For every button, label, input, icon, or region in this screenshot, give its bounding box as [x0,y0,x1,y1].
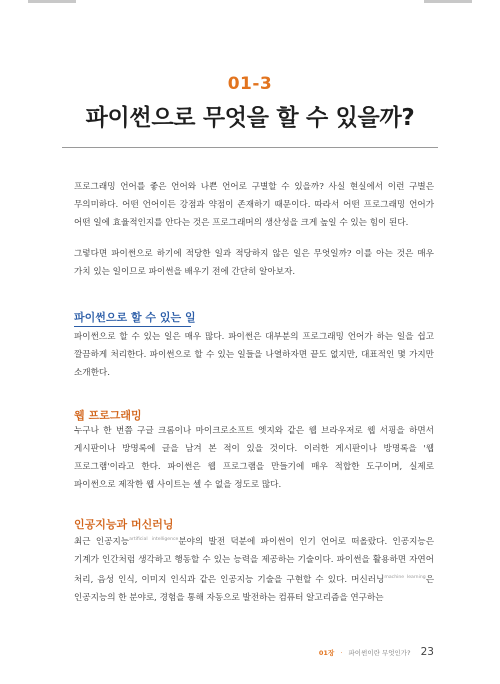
top-corner-rule-right [424,0,472,3]
gloss-artificial-intelligence: artificial intelligence [129,537,179,542]
footer-separator: · [340,649,343,657]
chapter-number: 01-3 [227,74,273,94]
page-number: 23 [420,646,434,658]
chapter-title: 파이썬으로 무엇을 할 수 있을까? [85,105,415,131]
ai-text-part-1: 최근 인공지능 [74,537,130,547]
section-heading-python-uses: 파이썬으로 할 수 있는 일 [74,311,196,324]
page-footer [319,640,434,659]
section-heading-underline [74,326,191,327]
footer-chapter-label: 01장 [318,649,335,657]
footer-chapter-title: 파이썬이란 무엇인가? [348,649,411,657]
subsection-paragraph-ai-ml [74,531,434,607]
gloss-machine-learning: machine learning [384,575,426,580]
subsection-heading-web-programming: 웹 프로그래밍 [74,409,142,422]
title-divider [62,147,438,148]
ai-text-part-2: 분야의 발전 덕분에 파이썬이 인기 언어로 떠올랐다. 인공지능은 기계가 인간처럼 생각하고 행동할 수 있는 능력을 제공하는 기술이다. 파이썬을 활용하면 자연어 처리, 음성 인식, 이미지 인식과 같은 인공지능 기술을 구현할 수 있다. 머신러닝 [74,537,434,585]
subsection-paragraph-web-programming: 누구나 한 번쯤 구글 크롬이나 마이크로소프트 엣지와 같은 웹 브라우저로 웹 서핑을 하면서 게시판이나 방명록에 글을 남겨 본 적이 있을 것이다. 이러한 게시판이나 방명록을 '웹 프로그램'이라고 한다. 파이썬은 웹 프로그램을 만들기에 매우 적합한 도구이며, 실제로 파이썬으로 제작한 웹 사이트는 셀 수 없을 정도로 많다. [74,426,434,490]
subsection-heading-ai-ml: 인공지능과 머신러닝 [74,518,174,531]
ai-text-part-3: 은 인공지능의 한 분야로, 경험을 통해 자동으로 발전하는 컴퓨터 알고리즘을 연구하는 [74,575,434,603]
top-corner-rule-left [28,0,76,3]
section-paragraph-python-uses: 파이썬으로 할 수 있는 일은 매우 많다. 파이썬은 대부분의 프로그래밍 언어가 하는 일을 쉽고 깔끔하게 처리한다. 파이썬으로 할 수 있는 일들을 나열하자면 끝도 없지만, 대표적인 몇 가지만 소개한다. [74,332,434,378]
intro-paragraph-2: 그렇다면 파이썬으로 하기에 적당한 일과 적당하지 않은 일은 무엇일까? 이를 아는 것은 매우 가치 있는 일이므로 파이썬을 배우기 전에 간단히 알아보자. [74,249,434,277]
intro-paragraph-1: 프로그래밍 언어를 좋은 언어와 나쁜 언어로 구별할 수 있을까? 사실 현실에서 이런 구별은 무의미하다. 어떤 언어이든 강점과 약점이 존재하기 때문이다. 따라서 어떤 프로그래밍 언어가 어떤 일에 효율적인지를 안다는 것은 프로그래머의 생산성을 크게 높일 수 있는 힘이 된다. [74,182,434,228]
